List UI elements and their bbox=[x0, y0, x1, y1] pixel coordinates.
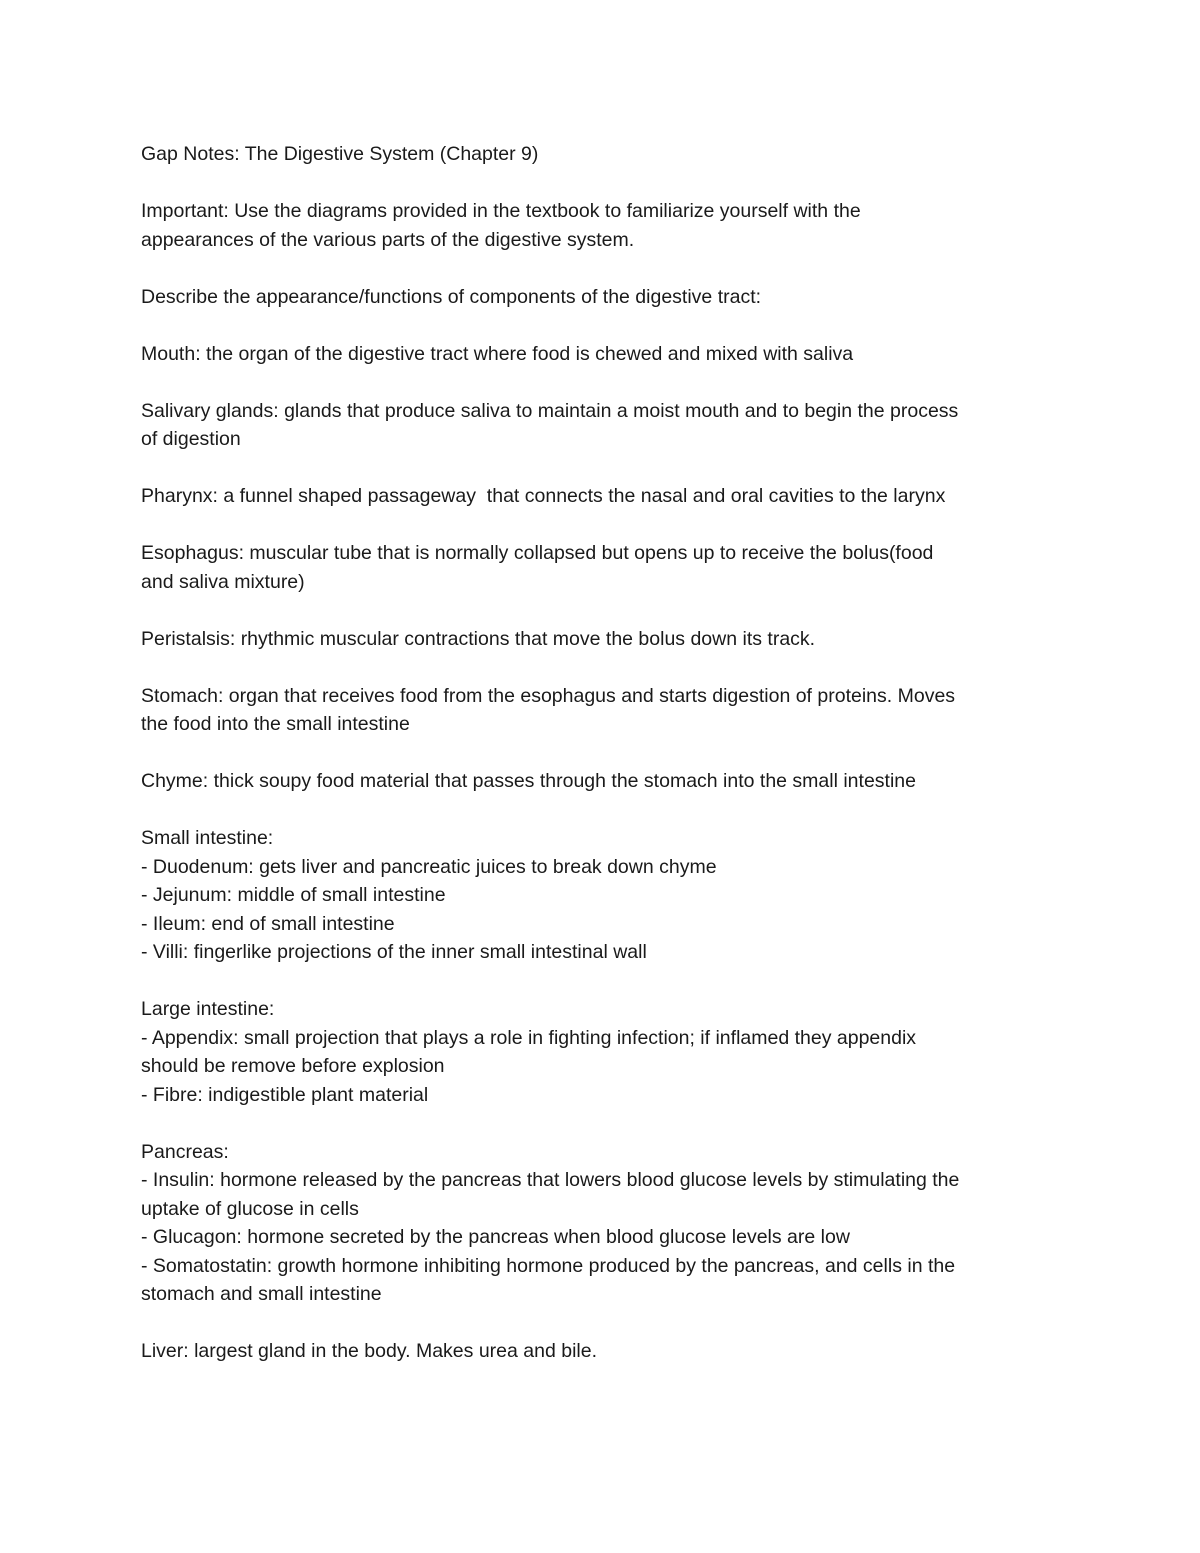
list-item: - Fibre: indigestible plant material bbox=[141, 1083, 429, 1106]
large-intestine-section bbox=[141, 995, 1061, 1109]
list-item: should be remove before explosion bbox=[141, 1055, 445, 1077]
list-item: - Glucagon: hormone secreted by the pancreas when blood glucose levels are low bbox=[141, 1226, 850, 1248]
esophagus-entry: Esophagus: muscular tube that is normally collapsed but opens up to receive the bolus(food and saliva mixture) bbox=[141, 542, 934, 593]
list-item: uptake of glucose in cells bbox=[141, 1197, 359, 1220]
list-item: - Duodenum: gets liver and pancreatic juices to break down chyme bbox=[141, 855, 717, 878]
list-item: stomach and small intestine bbox=[141, 1283, 382, 1305]
list-item: - Somatostatin: growth hormone inhibiting hormone produced by the pancreas, and cells in the bbox=[141, 1254, 956, 1277]
chyme-entry: Chyme: thick soupy food material that passes through the stomach into the small intestine bbox=[141, 770, 916, 792]
pancreas-heading: Pancreas: bbox=[141, 1140, 229, 1163]
document-body bbox=[141, 140, 1061, 1366]
liver-entry: Liver: largest gland in the body. Makes urea and bile. bbox=[141, 1340, 597, 1362]
peristalsis-entry: Peristalsis: rhythmic muscular contractions that move the bolus down its track. bbox=[141, 627, 816, 650]
pancreas-section bbox=[141, 1138, 1061, 1309]
salivary-glands-entry: Salivary glands: glands that produce saliva to maintain a moist mouth and to begin the process of digestion bbox=[141, 399, 959, 450]
small-intestine-heading: Small intestine: bbox=[141, 827, 274, 849]
list-item: - Jejunum: middle of small intestine bbox=[141, 884, 446, 906]
stomach-entry: Stomach: organ that receives food from the esophagus and starts digestion of proteins. Moves the food into the small intestine bbox=[141, 684, 956, 735]
important-note: Important: Use the diagrams provided in the textbook to familiarize yourself with the appearances of the various parts of the digestive system. bbox=[141, 200, 861, 251]
large-intestine-heading: Large intestine: bbox=[141, 998, 275, 1020]
mouth-entry: Mouth: the organ of the digestive tract where food is chewed and mixed with saliva bbox=[141, 342, 854, 365]
list-item: - Insulin: hormone released by the pancreas that lowers blood glucose levels by stimulating the bbox=[141, 1169, 960, 1191]
document-title: Gap Notes: The Digestive System (Chapter 9) bbox=[141, 143, 539, 165]
describe-prompt: Describe the appearance/functions of components of the digestive tract: bbox=[141, 285, 762, 308]
list-item: - Villi: fingerlike projections of the inner small intestinal wall bbox=[141, 941, 647, 963]
list-item: - Appendix: small projection that plays a role in fighting infection; if inflamed they appendix bbox=[141, 1026, 917, 1049]
pharynx-entry: Pharynx: a funnel shaped passageway that connects the nasal and oral cavities to the larynx bbox=[141, 485, 946, 507]
list-item: - Ileum: end of small intestine bbox=[141, 912, 395, 935]
small-intestine-section bbox=[141, 824, 1061, 967]
